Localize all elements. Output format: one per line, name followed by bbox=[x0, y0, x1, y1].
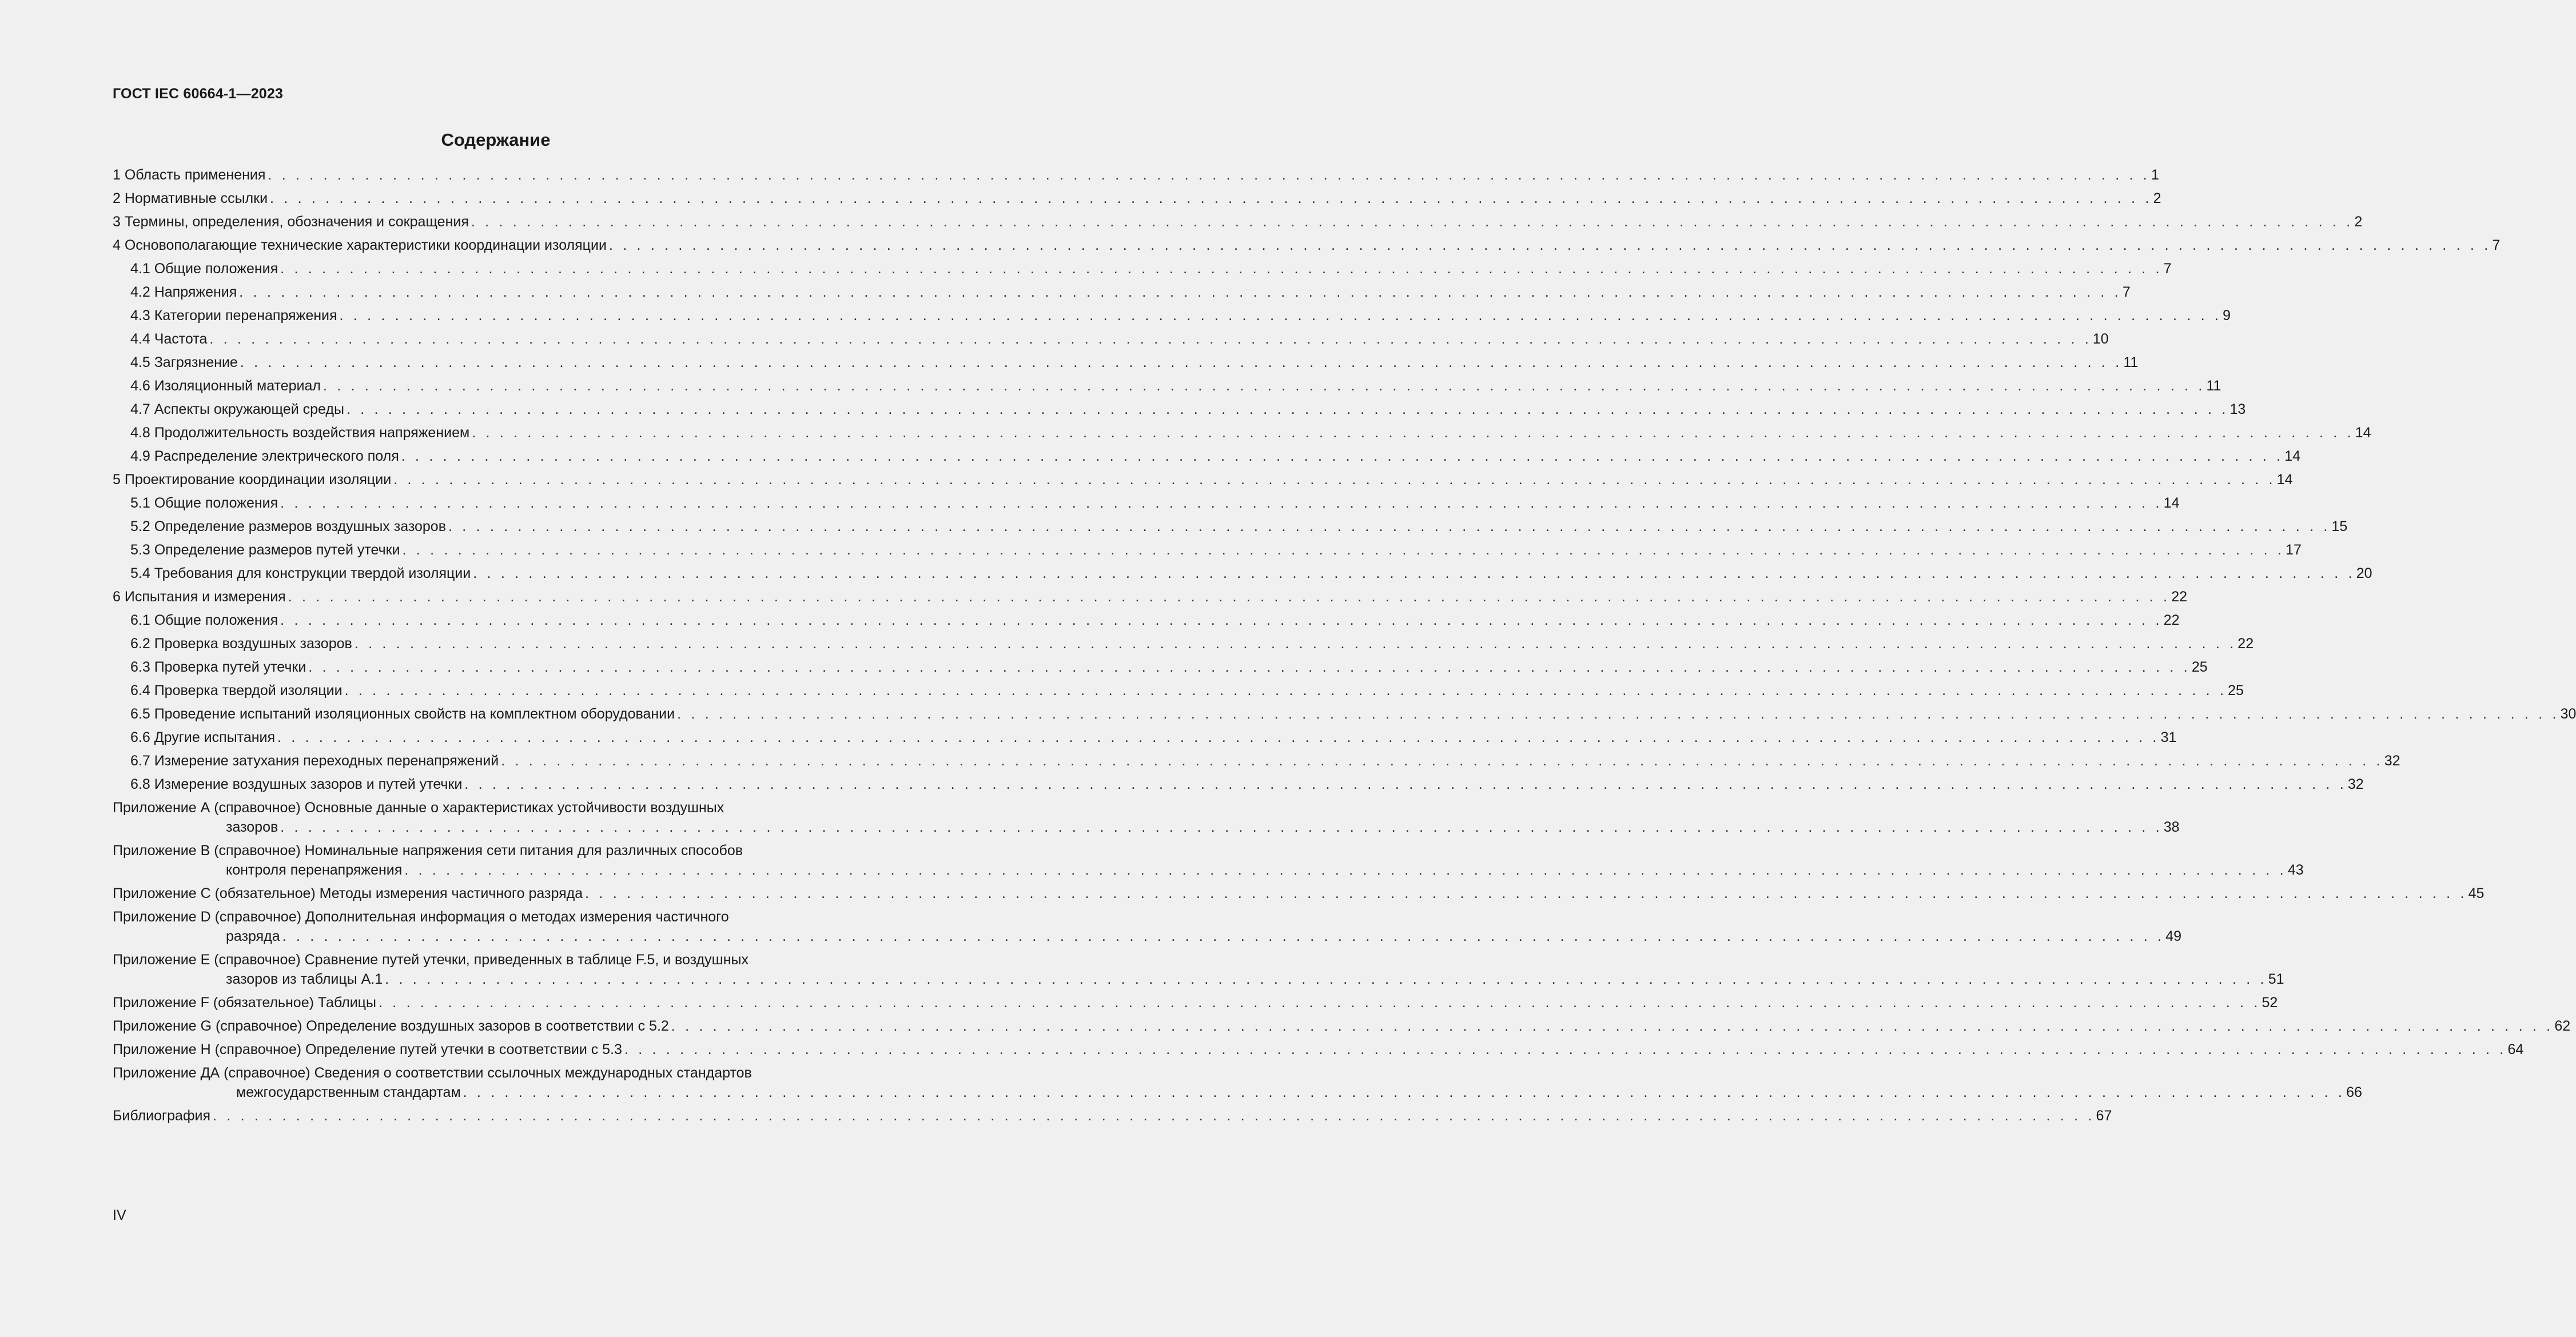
toc-entry-page: 11 bbox=[2123, 354, 2139, 370]
toc-entry-page: 49 bbox=[2165, 928, 2181, 944]
toc-entry-page: 32 bbox=[2347, 776, 2364, 792]
toc-leader-dots: . . . . . . . . . . . . . . . . . . . . . . . . . . . . . . . . . . . . . . . . . . . . . . . . . . . . . . . . . . . . . . . . . . . . . . . . . . . . . . . . . . . . . . . . . . . . . . . . . . . . . . . . . . . . . . . . . . . . . . . . . . . . . . . . . . . . . . . . bbox=[378, 995, 2261, 1011]
toc-entry[interactable] bbox=[113, 993, 2278, 1012]
toc-leader-dots: . . . . . . . . . . . . . . . . . . . . . . . . . . . . . . . . . . . . . . . . . . . . . . . . . . . . . . . . . . . . . . . . . . . . . . . . . . . . . . . . . . . . . . . . . . . . . . . . . . . . . . . . . . . . . . . . . . . . . . . . . . . . . . . . . . . . . . . . bbox=[473, 565, 2355, 581]
toc-leader-dots: . . . . . . . . . . . . . . . . . . . . . . . . . . . . . . . . . . . . . . . . . . . . . . . . . . . . . . . . . . . . . . . . . . . . . . . . . . . . . . . . . . . . . . . . . . . . . . . . . . . . . . . . . . . . . . . . . . . . . . . . . . . . . . . . . . . . . . . . bbox=[677, 706, 2559, 722]
toc-leader-dots: . . . . . . . . . . . . . . . . . . . . . . . . . . . . . . . . . . . . . . . . . . . . . . . . . . . . . . . . . . . . . . . . . . . . . . . . . . . . . . . . . . . . . . . . . . . . . . . . . . . . . . . . . . . . . . . . . . . . . . . . . . . . . . . . . . . . . . . . bbox=[288, 589, 2171, 605]
toc-entry-page: 31 bbox=[2160, 729, 2177, 745]
toc-entry[interactable] bbox=[113, 657, 2208, 677]
toc-entry[interactable] bbox=[113, 212, 2363, 232]
toc-leader-dots: . . . . . . . . . . . . . . . . . . . . . . . . . . . . . . . . . . . . . . . . . . . . . . . . . . . . . . . . . . . . . . . . . . . . . . . . . . . . . . . . . . . . . . . . . . . . . . . . . . . . . . . . . . . . . . . . . . . . . . . . . . . . . . . . . . . . . . . . bbox=[344, 683, 2227, 699]
toc-entry[interactable] bbox=[113, 704, 2576, 724]
toc-entry-text: зазоров bbox=[226, 819, 278, 835]
toc-entry[interactable] bbox=[113, 540, 2302, 560]
toc-leader-dots: . . . . . . . . . . . . . . . . . . . . . . . . . . . . . . . . . . . . . . . . . . . . . . . . . . . . . . . . . . . . . . . . . . . . . . . . . . . . . . . . . . . . . . . . . . . . . . . . . . . . . . . . . . . . . . . . . . . . . . . . . . . . . . . . . . . . . . . . bbox=[624, 1041, 2507, 1057]
toc-entry-text: 4.6 Изоляционный материал bbox=[130, 378, 321, 394]
toc-entry-text: 6.7 Измерение затухания переходных перенапряжений bbox=[130, 753, 499, 769]
toc-entry[interactable] bbox=[113, 1016, 2571, 1036]
toc-entry-page: 22 bbox=[2171, 589, 2188, 605]
toc-entry-text: 5.4 Требования для конструкции твердой изоляции bbox=[130, 565, 471, 581]
toc-entry-page: 22 bbox=[2163, 612, 2180, 628]
toc-entry-text: Приложение G (справочное) Определение воздушных зазоров в соответствии с 5.2 bbox=[113, 1018, 669, 1034]
toc-leader-dots: . . . . . . . . . . . . . . . . . . . . . . . . . . . . . . . . . . . . . . . . . . . . . . . . . . . . . . . . . . . . . . . . . . . . . . . . . . . . . . . . . . . . . . . . . . . . . . . . . . . . . . . . . . . . . . . . . . . . . . . . . . . . . . . . . . . . . . . . bbox=[239, 284, 2121, 300]
toc-leader-dots: . . . . . . . . . . . . . . . . . . . . . . . . . . . . . . . . . . . . . . . . . . . . . . . . . . . . . . . . . . . . . . . . . . . . . . . . . . . . . . . . . . . . . . . . . . . . . . . . . . . . . . . . . . . . . . . . . . . . . . . . . . . . . . . . . . . . . . . . bbox=[393, 472, 2276, 488]
toc-entry-page: 7 bbox=[2163, 261, 2172, 277]
page-number: IV bbox=[113, 1207, 126, 1223]
document-code: ГОСТ IEC 60664-1—2023 bbox=[113, 86, 284, 102]
toc-entry-text: 3 Термины, определения, обозначения и сокращения bbox=[113, 214, 469, 230]
toc-entry[interactable] bbox=[113, 376, 2221, 396]
toc-entry[interactable] bbox=[113, 1063, 2362, 1102]
toc-entry-page: 32 bbox=[2384, 753, 2400, 769]
toc-entry-page: 52 bbox=[2262, 995, 2278, 1011]
toc-leader-dots: . . . . . . . . . . . . . . . . . . . . . . . . . . . . . . . . . . . . . . . . . . . . . . . . . . . . . . . . . . . . . . . . . . . . . . . . . . . . . . . . . . . . . . . . . . . . . . . . . . . . . . . . . . . . . . . . . . . . . . . . . . . . . . . . . . . . . . . . bbox=[585, 885, 2467, 901]
toc-entry-text: 4.3 Категории перенапряжения bbox=[130, 308, 337, 324]
toc-entry-page: 22 bbox=[2237, 636, 2254, 652]
toc-entry-text: зазоров из таблицы А.1 bbox=[226, 971, 383, 987]
toc-entry-text: 4.7 Аспекты окружающей среды bbox=[130, 401, 344, 417]
toc-leader-dots: . . . . . . . . . . . . . . . . . . . . . . . . . . . . . . . . . . . . . . . . . . . . . . . . . . . . . . . . . . . . . . . . . . . . . . . . . . . . . . . . . . . . . . . . . . . . . . . . . . . . . . . . . . . . . . . . . . . . . . . . . . . . . . . . . . . . . . . . bbox=[277, 729, 2160, 745]
toc-entry-page: 11 bbox=[2206, 378, 2221, 394]
toc-leader-dots: . . . . . . . . . . . . . . . . . . . . . . . . . . . . . . . . . . . . . . . . . . . . . . . . . . . . . . . . . . . . . . . . . . . . . . . . . . . . . . . . . . . . . . . . . . . . . . . . . . . . . . . . . . . . . . . . . . . . . . . . . . . . . . . . . . . . . . . . bbox=[464, 776, 2347, 792]
toc-leader-dots: . . . . . . . . . . . . . . . . . . . . . . . . . . . . . . . . . . . . . . . . . . . . . . . . . . . . . . . . . . . . . . . . . . . . . . . . . . . . . . . . . . . . . . . . . . . . . . . . . . . . . . . . . . . . . . . . . . . . . . . . . . . . . . . . . . . . . . . . bbox=[270, 190, 2152, 206]
toc-entry[interactable] bbox=[113, 329, 2109, 349]
toc-leader-dots: . . . . . . . . . . . . . . . . . . . . . . . . . . . . . . . . . . . . . . . . . . . . . . . . . . . . . . . . . . . . . . . . . . . . . . . . . . . . . . . . . . . . . . . . . . . . . . . . . . . . . . . . . . . . . . . . . . . . . . . . . . . . . . . . . . . . . . . . bbox=[471, 214, 2354, 230]
toc-entry[interactable] bbox=[113, 517, 2348, 536]
toc-entry-text: 6.5 Проведение испытаний изоляционных свойств на комплектном оборудовании bbox=[130, 706, 675, 722]
toc-entry[interactable] bbox=[113, 1040, 2524, 1059]
toc-entry-text: Приложение В (справочное) Номинальные напряжения сети питания для различных способов bbox=[113, 843, 743, 859]
toc-entry-text: Приложение D (справочное) Дополнительная информация о методах измерения частичного bbox=[113, 909, 729, 925]
toc-entry-page: 13 bbox=[2229, 401, 2246, 417]
toc-entry[interactable] bbox=[113, 306, 2231, 325]
toc-entry-text: 6.3 Проверка путей утечки bbox=[130, 659, 306, 675]
toc-entry-text: Приложение А (справочное) Основные данные о характеристиках устойчивости воздушных bbox=[113, 800, 724, 816]
toc-leader-dots: . . . . . . . . . . . . . . . . . . . . . . . . . . . . . . . . . . . . . . . . . . . . . . . . . . . . . . . . . . . . . . . . . . . . . . . . . . . . . . . . . . . . . . . . . . . . . . . . . . . . . . . . . . . . . . . . . . . . . . . . . . . . . . . . . . . . . . . . bbox=[268, 167, 2150, 183]
toc-entry-text: разряда bbox=[226, 928, 280, 944]
toc-leader-dots: . . . . . . . . . . . . . . . . . . . . . . . . . . . . . . . . . . . . . . . . . . . . . . . . . . . . . . . . . . . . . . . . . . . . . . . . . . . . . . . . . . . . . . . . . . . . . . . . . . . . . . . . . . . . . . . . . . . . . . . . . . . . . . . . . . . . . . . . bbox=[240, 354, 2123, 370]
toc-entry[interactable] bbox=[113, 236, 2501, 255]
toc-leader-dots: . . . . . . . . . . . . . . . . . . . . . . . . . . . . . . . . . . . . . . . . . . . . . . . . . . . . . . . . . . . . . . . . . . . . . . . . . . . . . . . . . . . . . . . . . . . . . . . . . . . . . . . . . . . . . . . . . . . . . . . . . . . . . . . . . . . . . . . . bbox=[501, 753, 2383, 769]
toc-leader-dots: . . . . . . . . . . . . . . . . . . . . . . . . . . . . . . . . . . . . . . . . . . . . . . . . . . . . . . . . . . . . . . . . . . . . . . . . . . . . . . . . . . . . . . . . . . . . . . . . . . . . . . . . . . . . . . . . . . . . . . . . . . . . . . . . . . . . . . . . bbox=[308, 659, 2191, 675]
toc-entry-page: 20 bbox=[2356, 565, 2372, 581]
toc-entry-text: 2 Нормативные ссылки bbox=[113, 190, 268, 206]
toc-entry-page: 15 bbox=[2331, 518, 2348, 534]
toc-entry-text: 4.4 Частота bbox=[130, 331, 208, 347]
toc-entry-text: межгосударственным стандартам bbox=[236, 1084, 461, 1100]
toc-leader-dots: . . . . . . . . . . . . . . . . . . . . . . . . . . . . . . . . . . . . . . . . . . . . . . . . . . . . . . . . . . . . . . . . . . . . . . . . . . . . . . . . . . . . . . . . . . . . . . . . . . . . . . . . . . . . . . . . . . . . . . . . . . . . . . . . . . . . . . . . bbox=[385, 971, 2267, 987]
toc-entry-page: 10 bbox=[2092, 331, 2109, 347]
toc-leader-dots: . . . . . . . . . . . . . . . . . . . . . . . . . . . . . . . . . . . . . . . . . . . . . . . . . . . . . . . . . . . . . . . . . . . . . . . . . . . . . . . . . . . . . . . . . . . . . . . . . . . . . . . . . . . . . . . . . . . . . . . . . . . . . . . . . . . . . . . . bbox=[354, 636, 2237, 652]
toc-entry-page: 51 bbox=[2268, 971, 2284, 987]
toc-entry-text: 5.3 Определение размеров путей утечки bbox=[130, 542, 400, 558]
toc-entry-text: 4.8 Продолжительность воздействия напряжением bbox=[130, 425, 470, 441]
toc-entry[interactable] bbox=[113, 282, 2131, 302]
toc-leader-dots: . . . . . . . . . . . . . . . . . . . . . . . . . . . . . . . . . . . . . . . . . . . . . . . . . . . . . . . . . . . . . . . . . . . . . . . . . . . . . . . . . . . . . . . . . . . . . . . . . . . . . . . . . . . . . . . . . . . . . . . . . . . . . . . . . . . . . . . . bbox=[280, 612, 2163, 628]
toc-leader-dots: . . . . . . . . . . . . . . . . . . . . . . . . . . . . . . . . . . . . . . . . . . . . . . . . . . . . . . . . . . . . . . . . . . . . . . . . . . . . . . . . . . . . . . . . . . . . . . . . . . . . . . . . . . . . . . . . . . . . . . . . . . . . . . . . . . . . . . . . bbox=[448, 518, 2331, 534]
toc-entry[interactable] bbox=[113, 587, 2188, 606]
toc-entry[interactable] bbox=[113, 884, 2485, 903]
toc-entry-text: 5 Проектирование координации изоляции bbox=[113, 472, 392, 488]
toc-entry-page: 14 bbox=[2163, 495, 2180, 511]
toc-entry-page: 7 bbox=[2492, 237, 2501, 253]
toc-entry-text: Приложение F (обязательное) Таблицы bbox=[113, 995, 376, 1011]
toc-entry[interactable] bbox=[113, 798, 2180, 837]
toc-entry-page: 38 bbox=[2163, 819, 2180, 835]
toc-leader-dots: . . . . . . . . . . . . . . . . . . . . . . . . . . . . . . . . . . . . . . . . . . . . . . . . . . . . . . . . . . . . . . . . . . . . . . . . . . . . . . . . . . . . . . . . . . . . . . . . . . . . . . . . . . . . . . . . . . . . . . . . . . . . . . . . . . . . . . . . bbox=[209, 331, 2092, 347]
toc-entry-text: 4 Основополагающие технические характеристики координации изоляции bbox=[113, 237, 607, 253]
toc-entry[interactable] bbox=[113, 493, 2180, 513]
toc-entry[interactable] bbox=[113, 907, 2181, 946]
toc-entry[interactable] bbox=[113, 950, 2284, 989]
toc-entry-text: 6 Испытания и измерения bbox=[113, 589, 286, 605]
toc-entry-page: 17 bbox=[2286, 542, 2302, 558]
toc-entry[interactable] bbox=[113, 1106, 2112, 1126]
toc-entry-page: 25 bbox=[2228, 683, 2244, 699]
toc-entry-page: 45 bbox=[2468, 885, 2485, 901]
toc-entry-text: 4.2 Напряжения bbox=[130, 284, 237, 300]
toc-entry[interactable] bbox=[113, 564, 2372, 583]
toc-entry-page: 64 bbox=[2507, 1041, 2524, 1057]
toc-entry[interactable] bbox=[113, 634, 2254, 653]
toc-entry[interactable] bbox=[113, 610, 2180, 630]
toc-leader-dots: . . . . . . . . . . . . . . . . . . . . . . . . . . . . . . . . . . . . . . . . . . . . . . . . . . . . . . . . . . . . . . . . . . . . . . . . . . . . . . . . . . . . . . . . . . . . . . . . . . . . . . . . . . . . . . . . . . . . . . . . . . . . . . . . . . . . . . . . bbox=[463, 1084, 2346, 1100]
toc-entry[interactable] bbox=[113, 841, 2304, 880]
toc-entry-page: 25 bbox=[2191, 659, 2208, 675]
toc-leader-dots: . . . . . . . . . . . . . . . . . . . . . . . . . . . . . . . . . . . . . . . . . . . . . . . . . . . . . . . . . . . . . . . . . . . . . . . . . . . . . . . . . . . . . . . . . . . . . . . . . . . . . . . . . . . . . . . . . . . . . . . . . . . . . . . . . . . . . . . . bbox=[280, 495, 2163, 511]
toc-entry-page: 62 bbox=[2554, 1018, 2571, 1034]
toc-leader-dots: . . . . . . . . . . . . . . . . . . . . . . . . . . . . . . . . . . . . . . . . . . . . . . . . . . . . . . . . . . . . . . . . . . . . . . . . . . . . . . . . . . . . . . . . . . . . . . . . . . . . . . . . . . . . . . . . . . . . . . . . . . . . . . . . . . . . . . . . bbox=[213, 1108, 2095, 1124]
toc-entry[interactable] bbox=[113, 189, 2161, 208]
toc-entry-text: контроля перенапряжения bbox=[226, 862, 403, 878]
toc-entry-text: 6.6 Другие испытания bbox=[130, 729, 276, 745]
toc-title: Содержание bbox=[441, 130, 551, 150]
toc-entry-text: Библиография bbox=[113, 1108, 211, 1124]
toc-entry[interactable] bbox=[113, 423, 2371, 442]
toc-entry[interactable] bbox=[113, 165, 2159, 185]
toc-entry[interactable] bbox=[113, 775, 2364, 794]
toc-entry-page: 66 bbox=[2346, 1084, 2362, 1100]
toc-entry-page: 14 bbox=[2276, 472, 2293, 488]
toc-entry-text: Приложение С (обязательное) Методы измерения частичного разряда bbox=[113, 885, 583, 901]
toc-leader-dots: . . . . . . . . . . . . . . . . . . . . . . . . . . . . . . . . . . . . . . . . . . . . . . . . . . . . . . . . . . . . . . . . . . . . . . . . . . . . . . . . . . . . . . . . . . . . . . . . . . . . . . . . . . . . . . . . . . . . . . . . . . . . . . . . . . . . . . . . bbox=[282, 928, 2165, 944]
toc-entry-text: 4.5 Загрязнение bbox=[130, 354, 238, 370]
toc-entry[interactable] bbox=[113, 259, 2172, 278]
toc-entry-page: 1 bbox=[2151, 167, 2159, 183]
toc-entry-page: 7 bbox=[2122, 284, 2131, 300]
toc-leader-dots: . . . . . . . . . . . . . . . . . . . . . . . . . . . . . . . . . . . . . . . . . . . . . . . . . . . . . . . . . . . . . . . . . . . . . . . . . . . . . . . . . . . . . . . . . . . . . . . . . . . . . . . . . . . . . . . . . . . . . . . . . . . . . . . . . . . . . . . . bbox=[472, 425, 2354, 441]
toc-entry-page: 43 bbox=[2287, 862, 2304, 878]
toc-entry[interactable] bbox=[113, 681, 2244, 700]
toc-entry-page: 9 bbox=[2223, 308, 2231, 324]
table-of-contents bbox=[113, 165, 2576, 1130]
toc-leader-dots: . . . . . . . . . . . . . . . . . . . . . . . . . . . . . . . . . . . . . . . . . . . . . . . . . . . . . . . . . . . . . . . . . . . . . . . . . . . . . . . . . . . . . . . . . . . . . . . . . . . . . . . . . . . . . . . . . . . . . . . . . . . . . . . . . . . . . . . . bbox=[402, 542, 2285, 558]
toc-entry-text: 6.1 Общие положения bbox=[130, 612, 278, 628]
toc-entry-page: 30 bbox=[2560, 706, 2576, 722]
toc-entry-text: Приложение Е (справочное) Сравнение путей утечки, приведенных в таблице F.5, и воздушных bbox=[113, 952, 749, 968]
toc-entry-text: 6.2 Проверка воздушных зазоров bbox=[130, 636, 352, 652]
toc-leader-dots: . . . . . . . . . . . . . . . . . . . . . . . . . . . . . . . . . . . . . . . . . . . . . . . . . . . . . . . . . . . . . . . . . . . . . . . . . . . . . . . . . . . . . . . . . . . . . . . . . . . . . . . . . . . . . . . . . . . . . . . . . . . . . . . . . . . . . . . . bbox=[280, 261, 2163, 277]
toc-entry-text: 5.2 Определение размеров воздушных зазоров bbox=[130, 518, 446, 534]
toc-leader-dots: . . . . . . . . . . . . . . . . . . . . . . . . . . . . . . . . . . . . . . . . . . . . . . . . . . . . . . . . . . . . . . . . . . . . . . . . . . . . . . . . . . . . . . . . . . . . . . . . . . . . . . . . . . . . . . . . . . . . . . . . . . . . . . . . . . . . . . . . bbox=[323, 378, 2205, 394]
toc-entry-text: 5.1 Общие положения bbox=[130, 495, 278, 511]
toc-entry[interactable] bbox=[113, 400, 2246, 419]
toc-entry-text: 6.8 Измерение воздушных зазоров и путей утечки bbox=[130, 776, 463, 792]
toc-entry[interactable] bbox=[113, 751, 2400, 771]
toc-entry-text: 4.1 Общие положения bbox=[130, 261, 278, 277]
toc-leader-dots: . . . . . . . . . . . . . . . . . . . . . . . . . . . . . . . . . . . . . . . . . . . . . . . . . . . . . . . . . . . . . . . . . . . . . . . . . . . . . . . . . . . . . . . . . . . . . . . . . . . . . . . . . . . . . . . . . . . . . . . . . . . . . . . . . . . . . . . . bbox=[404, 862, 2287, 878]
toc-entry-page: 67 bbox=[2096, 1108, 2112, 1124]
toc-leader-dots: . . . . . . . . . . . . . . . . . . . . . . . . . . . . . . . . . . . . . . . . . . . . . . . . . . . . . . . . . . . . . . . . . . . . . . . . . . . . . . . . . . . . . . . . . . . . . . . . . . . . . . . . . . . . . . . . . . . . . . . . . . . . . . . . . . . . . . . . bbox=[401, 448, 2284, 464]
toc-entry-text: Приложение Н (справочное) Определение путей утечки в соответствии с 5.3 bbox=[113, 1041, 622, 1057]
toc-entry-page: 2 bbox=[2354, 214, 2363, 230]
toc-entry[interactable] bbox=[113, 728, 2177, 747]
toc-entry-page: 14 bbox=[2355, 425, 2371, 441]
toc-entry[interactable] bbox=[113, 353, 2139, 372]
toc-leader-dots: . . . . . . . . . . . . . . . . . . . . . . . . . . . . . . . . . . . . . . . . . . . . . . . . . . . . . . . . . . . . . . . . . . . . . . . . . . . . . . . . . . . . . . . . . . . . . . . . . . . . . . . . . . . . . . . . . . . . . . . . . . . . . . . . . . . . . . . . bbox=[339, 308, 2222, 324]
toc-leader-dots: . . . . . . . . . . . . . . . . . . . . . . . . . . . . . . . . . . . . . . . . . . . . . . . . . . . . . . . . . . . . . . . . . . . . . . . . . . . . . . . . . . . . . . . . . . . . . . . . . . . . . . . . . . . . . . . . . . . . . . . . . . . . . . . . . . . . . . . . bbox=[280, 819, 2163, 835]
toc-entry-page: 2 bbox=[2153, 190, 2161, 206]
toc-leader-dots: . . . . . . . . . . . . . . . . . . . . . . . . . . . . . . . . . . . . . . . . . . . . . . . . . . . . . . . . . . . . . . . . . . . . . . . . . . . . . . . . . . . . . . . . . . . . . . . . . . . . . . . . . . . . . . . . . . . . . . . . . . . . . . . . . . . . . . . . bbox=[346, 401, 2229, 417]
toc-leader-dots: . . . . . . . . . . . . . . . . . . . . . . . . . . . . . . . . . . . . . . . . . . . . . . . . . . . . . . . . . . . . . . . . . . . . . . . . . . . . . . . . . . . . . . . . . . . . . . . . . . . . . . . . . . . . . . . . . . . . . . . . . . . . . . . . . . . . . . . . bbox=[671, 1018, 2554, 1034]
toc-leader-dots: . . . . . . . . . . . . . . . . . . . . . . . . . . . . . . . . . . . . . . . . . . . . . . . . . . . . . . . . . . . . . . . . . . . . . . . . . . . . . . . . . . . . . . . . . . . . . . . . . . . . . . . . . . . . . . . . . . . . . . . . . . . . . . . . . . . . . . . . bbox=[608, 237, 2491, 253]
toc-entry-page: 14 bbox=[2284, 448, 2301, 464]
toc-entry-text: 1 Область применения bbox=[113, 167, 266, 183]
toc-entry-text: 4.9 Распределение электрического поля bbox=[130, 448, 399, 464]
toc-entry-text: 6.4 Проверка твердой изоляции bbox=[130, 683, 343, 699]
toc-entry[interactable] bbox=[113, 470, 2293, 489]
toc-entry[interactable] bbox=[113, 446, 2301, 466]
toc-entry-text: Приложение ДА (справочное) Сведения о соответствии ссылочных международных стандартов bbox=[113, 1065, 752, 1081]
